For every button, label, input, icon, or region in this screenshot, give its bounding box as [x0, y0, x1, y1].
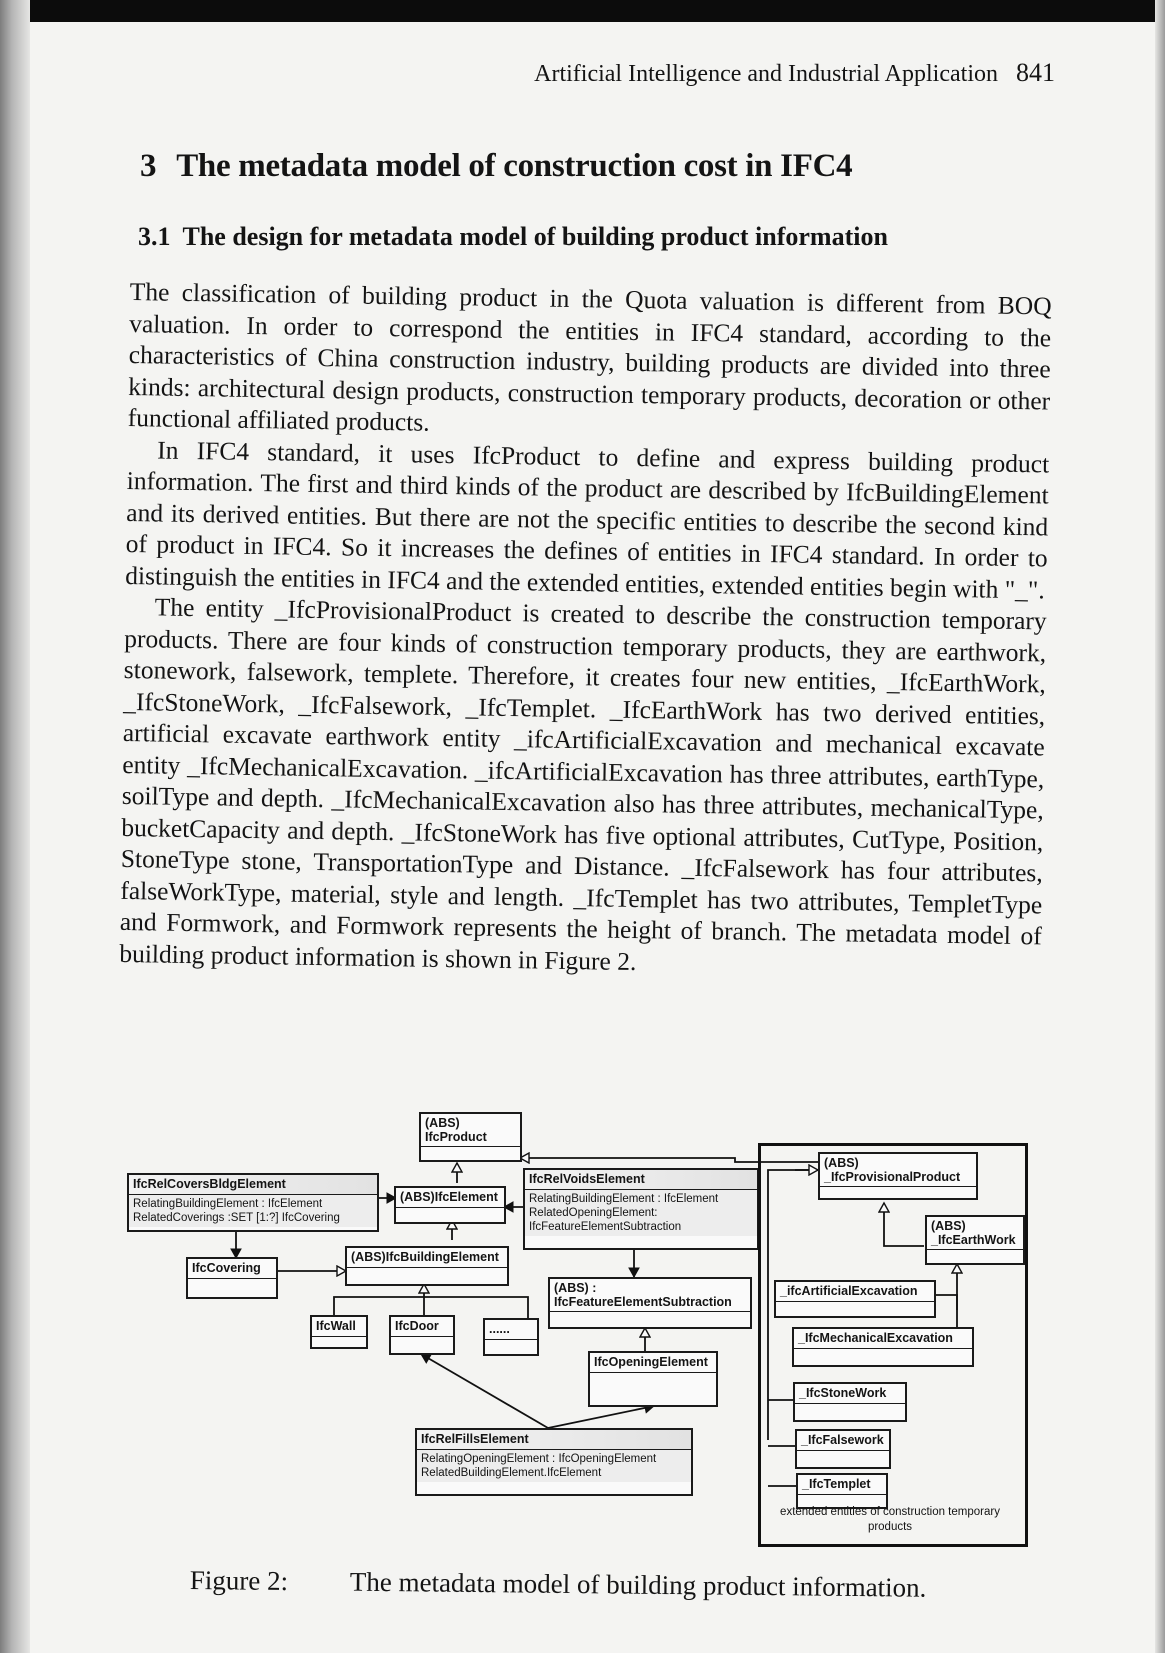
page-gutter-shadow — [0, 0, 30, 1653]
class-ifc-rel-covers-bldg-element[interactable] — [127, 1173, 379, 1232]
class-ifc-product[interactable] — [419, 1112, 522, 1162]
class-ifc-stone-work[interactable] — [793, 1382, 907, 1422]
class-attributes — [525, 1190, 757, 1236]
class-name: _IfcEarthWork — [931, 1233, 1016, 1247]
figure-caption — [190, 1565, 927, 1604]
class-title: IfcRelCoversBldgElement — [129, 1175, 377, 1195]
class-attributes — [129, 1195, 377, 1227]
stereotype-label: (ABS) — [425, 1116, 460, 1130]
class-ifc-building-element[interactable] — [345, 1246, 509, 1286]
figure-caption-text: The metadata model of building product information. — [349, 1566, 927, 1603]
class-title: _IfcMechanicalExcavation — [794, 1329, 972, 1349]
figure-label: Figure 2: — [189, 1565, 289, 1597]
attribute: RelatingOpeningElement : IfcOpeningElement — [421, 1453, 657, 1465]
attribute: RelatingBuildingElement : IfcElement — [529, 1193, 719, 1205]
class-title: _IfcFalsework — [797, 1431, 889, 1451]
class-title: IfcWall — [312, 1317, 366, 1337]
attribute: RelatingBuildingElement : IfcElement — [133, 1198, 323, 1210]
class-title: IfcOpeningElement — [590, 1353, 716, 1373]
class-name: IfcFeatureElementSubtraction — [554, 1295, 732, 1309]
class-title: _IfcTemplet — [798, 1475, 886, 1495]
subsection-heading — [138, 222, 888, 252]
running-title: Artificial Intelligence and Industrial Application — [534, 61, 998, 87]
class-title: _ifcArtificialExcavation — [776, 1282, 934, 1302]
scan-top-edge — [0, 0, 1165, 22]
section-title: The metadata model of construction cost in IFC4 — [176, 148, 853, 184]
section-number: 3 — [140, 148, 157, 184]
class-title — [820, 1154, 976, 1187]
class-ifc-mechanical-excavation[interactable] — [792, 1327, 974, 1367]
class-ifc-feature-element-subtraction[interactable] — [548, 1277, 752, 1329]
body-text — [119, 276, 1052, 983]
class-title — [550, 1279, 750, 1312]
class-ifc-element[interactable] — [394, 1186, 506, 1224]
section-heading — [140, 148, 852, 185]
subsection-number: 3.1 — [138, 222, 171, 251]
class-ifc-rel-fills-element[interactable] — [415, 1428, 693, 1496]
class-ifc-door[interactable] — [389, 1315, 455, 1355]
class-title: IfcRelVoidsElement — [525, 1170, 757, 1190]
page-number: 841 — [1016, 58, 1055, 87]
class-name: IfcProduct — [425, 1130, 487, 1144]
attribute: RelatedBuildingElement.IfcElement — [421, 1467, 602, 1479]
subsection-title: The design for metadata model of building product information — [182, 222, 888, 251]
stereotype-label: (ABS) — [931, 1219, 966, 1233]
class-title: (ABS)IfcElement — [396, 1188, 504, 1208]
class-ifc-wall[interactable] — [310, 1315, 368, 1349]
attribute: RelatedCoverings :SET [1:?] IfcCovering — [133, 1212, 340, 1224]
paragraph: The entity _IfcProvisionalProduct is created to describe the construction temporary products. There are four kinds of construction temporary products, they are earthwork, stonework, falsework, templete. Therefore, it creates four new entities, _IfcEarthWork, _IfcStoneWork, _IfcFalsework, _IfcTemplet. _IfcEarthWork has two derived entities, artificial excavate earthwork entity _ifcArtificialExcavation and mechanical excavate entity _IfcMechanicalExcavation. _ifcArtificialExcavation has three attributes, earthType, soilType and depth. _IfcMechanicalExcavation also has three attributes, mechanicalType, bucketCapacity and depth. _IfcStoneWork has five optional attributes, CutType, Position, StoneType stone, TransportationType and Distance. _IfcFalsework has four attributes, falseWorkType, material, style and length. _IfcTemplet has two attributes, TempletType and Formwork, and Formwork represents the height of branch. The metadata model of building product information is shown in Figure 2. — [119, 592, 1047, 976]
class-title: (ABS)IfcBuildingElement — [347, 1248, 507, 1268]
class-title: ...... — [485, 1320, 537, 1340]
class-ifc-artificial-excavation[interactable] — [774, 1280, 936, 1318]
class-title: IfcRelFillsElement — [417, 1430, 691, 1450]
class-ifc-provisional-product[interactable] — [818, 1152, 978, 1200]
group-label: extended entities of construction temporary products — [780, 1506, 1000, 1533]
class-name: _IfcProvisionalProduct — [824, 1170, 961, 1184]
stereotype-label: (ABS) — [824, 1156, 859, 1170]
class-title — [421, 1114, 520, 1147]
paragraph: The classification of building product in the Quota valuation is different from BOQ valuation. In order to correspond the entities in IFC4 standard, according to the characteristics of China construction industry, building products are divided into three kinds: architectural design products, construction temporary products, decoration or other functional affiliated products. — [127, 276, 1052, 437]
class-ifc-templet[interactable] — [796, 1473, 888, 1509]
class-more-elements[interactable] — [483, 1318, 539, 1356]
class-attributes — [417, 1450, 691, 1482]
class-title — [927, 1217, 1023, 1250]
class-ifc-earth-work[interactable] — [925, 1215, 1025, 1265]
page-edge-shadow — [1155, 0, 1165, 1653]
class-ifc-covering[interactable] — [186, 1257, 278, 1299]
stereotype-label: (ABS) : — [554, 1281, 597, 1295]
class-title: IfcDoor — [391, 1317, 453, 1337]
class-ifc-rel-voids-element[interactable] — [523, 1168, 759, 1250]
running-header — [534, 58, 1055, 88]
paragraph: In IFC4 standard, it uses IfcProduct to define and express building product information. The first and third kinds of the product are described by IfcBuildingElement and its derived entities. But there are not the specific entities to describe the second kind of product in IFC4. So it increases the defines of entities in IFC4 standard. In order to distinguish the entities in IFC4 and the extended entities, extended entities begin with "_". — [125, 434, 1050, 604]
class-title: IfcCovering — [188, 1259, 276, 1279]
class-ifc-falsework[interactable] — [795, 1429, 891, 1469]
class-title: _IfcStoneWork — [795, 1384, 905, 1404]
attribute: IfcFeatureElementSubtraction — [529, 1221, 682, 1233]
attribute: RelatedOpeningElement: — [529, 1207, 658, 1219]
class-ifc-opening-element[interactable] — [588, 1351, 718, 1407]
